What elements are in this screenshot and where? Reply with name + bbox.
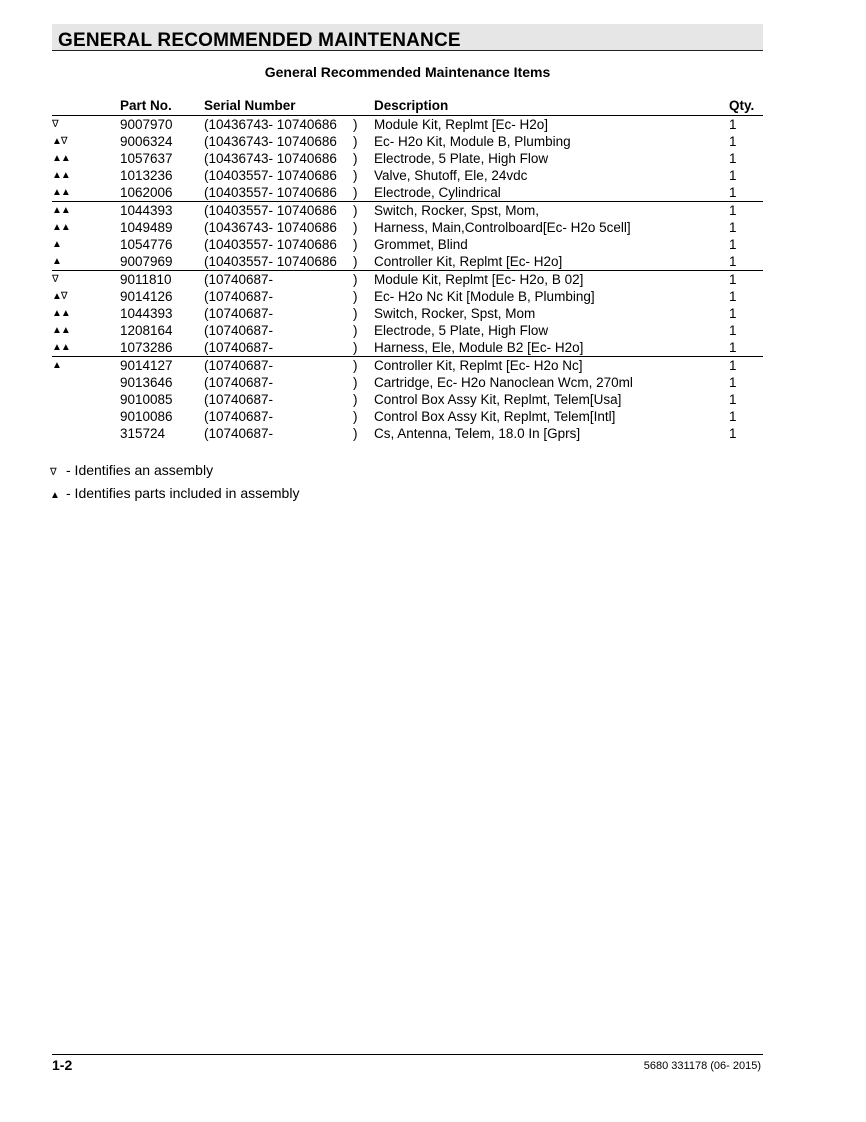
description-cell: Switch, Rocker, Spst, Mom [374, 305, 536, 321]
legend-part [50, 485, 299, 501]
symbol-icon [52, 425, 120, 442]
part-number-cell: 9006324 [120, 133, 173, 149]
part-number-cell: 1044393 [120, 202, 204, 220]
description-cell: Harness, Main,Controlboard[Ec- H2o 5cell] [374, 219, 631, 235]
symbol-icon: ▲∇ [52, 290, 67, 302]
qty-cell: 1 [729, 357, 763, 375]
serial-number-cell: (10403557- 10740686 [204, 253, 337, 269]
table-row [52, 184, 763, 202]
table-row [52, 219, 763, 236]
serial-close-paren: ) [353, 357, 374, 375]
table-row [52, 133, 763, 150]
part-number-cell: 1208164 [120, 322, 173, 338]
serial-close-paren: ) [353, 425, 358, 441]
legend-part-text: - Identifies parts included in assembly [66, 485, 300, 501]
serial-number-cell: (10436743- 10740686 [204, 150, 337, 166]
symbol-icon: ∇ [52, 271, 120, 289]
header-serial-paren [353, 97, 374, 116]
serial-close-paren: ) [353, 150, 358, 166]
symbol-icon [52, 408, 120, 425]
part-symbol-icon: ▲ [50, 490, 60, 501]
symbol-icon: ▲▲ [52, 221, 70, 233]
serial-close-paren: ) [353, 271, 374, 289]
symbol-icon: ▲ [52, 255, 61, 267]
serial-close-paren: ) [353, 374, 358, 390]
table-row [52, 339, 763, 357]
part-number-cell: 9010085 [120, 391, 173, 407]
header-qty: Qty. [729, 97, 763, 116]
table-row [52, 253, 763, 271]
part-number-cell: 1013236 [120, 167, 173, 183]
page-number: 1-2 [52, 1057, 73, 1073]
serial-close-paren: ) [353, 288, 358, 304]
table-row [52, 167, 763, 184]
serial-close-paren: ) [353, 202, 374, 220]
qty-cell: 1 [729, 133, 737, 149]
symbol-icon: ∇ [52, 118, 58, 130]
serial-number-cell: (10740687- [204, 305, 274, 321]
part-number-cell: 9010086 [120, 408, 173, 424]
serial-close-paren: ) [353, 322, 358, 338]
symbol-icon: ▲▲ [52, 202, 120, 220]
table-row [52, 288, 763, 305]
symbol-icon: ▲∇ [52, 135, 67, 147]
description-cell: Cs, Antenna, Telem, 18.0 In [Gprs] [374, 425, 581, 441]
symbol-icon: ▲▲ [52, 324, 70, 336]
table-row [52, 271, 763, 289]
serial-close-paren: ) [353, 236, 358, 252]
serial-number-cell: (10403557- 10740686 [204, 184, 337, 200]
assembly-symbol-icon: ∇ [50, 467, 57, 478]
description-cell: Control Box Assy Kit, Replmt, Telem[Usa] [374, 391, 622, 407]
description-cell: Harness, Ele, Module B2 [Ec- H2o] [374, 339, 584, 355]
table-body [52, 116, 763, 443]
maintenance-parts-table [52, 97, 763, 442]
serial-close-paren: ) [353, 116, 358, 132]
symbol-icon: ▲▲ [52, 341, 70, 353]
header-symbol [52, 97, 120, 116]
serial-number-cell: (10740687- [204, 374, 274, 390]
qty-cell: 1 [729, 271, 763, 289]
table-row [52, 150, 763, 167]
description-cell: Ec- H2o Nc Kit [Module B, Plumbing] [374, 288, 595, 304]
qty-cell: 1 [729, 339, 737, 355]
symbol-icon [52, 391, 120, 408]
serial-number-cell: (10436743- 10740686 [204, 133, 337, 149]
serial-close-paren: ) [353, 184, 358, 200]
legend-assembly-text: - Identifies an assembly [66, 462, 214, 478]
qty-cell: 1 [729, 408, 737, 424]
symbol-icon: ▲▲ [52, 186, 70, 198]
qty-cell: 1 [729, 374, 737, 390]
serial-number-cell: (10740687- [204, 271, 353, 289]
serial-close-paren: ) [353, 391, 358, 407]
document-id: 5680 331178 (06- 2015) [643, 1060, 761, 1072]
table-row [52, 202, 763, 220]
qty-cell: 1 [729, 236, 737, 252]
part-number-cell: 9007969 [120, 253, 173, 269]
description-cell: Controller Kit, Replmt [Ec- H2o Nc] [374, 357, 729, 375]
symbol-icon: ▲ [52, 357, 120, 375]
legend-assembly [50, 462, 213, 478]
serial-close-paren: ) [353, 253, 358, 269]
section-header-bar [52, 24, 763, 51]
header-description: Description [374, 97, 729, 116]
description-cell: Module Kit, Replmt [Ec- H2o] [374, 116, 549, 132]
serial-close-paren: ) [353, 339, 358, 355]
qty-cell: 1 [729, 425, 737, 441]
serial-number-cell: (10740687- [204, 425, 274, 441]
qty-cell: 1 [729, 288, 737, 304]
description-cell: Cartridge, Ec- H2o Nanoclean Wcm, 270ml [374, 374, 633, 390]
part-number-cell: 9011810 [120, 271, 204, 289]
qty-cell: 1 [729, 305, 737, 321]
table-row [52, 305, 763, 322]
qty-cell: 1 [729, 391, 737, 407]
part-number-cell: 9007970 [120, 116, 173, 132]
serial-number-cell: (10740687- [204, 288, 274, 304]
part-number-cell: 9014126 [120, 288, 173, 304]
symbol-icon: ▲▲ [52, 307, 70, 319]
serial-number-cell: (10436743- 10740686 [204, 219, 337, 235]
serial-number-cell: (10436743- 10740686 [204, 116, 337, 132]
table-title: General Recommended Maintenance Items [264, 64, 551, 80]
qty-cell: 1 [729, 116, 737, 132]
serial-close-paren: ) [353, 305, 358, 321]
symbol-icon: ▲▲ [52, 169, 70, 181]
description-cell: Electrode, 5 Plate, High Flow [374, 322, 549, 338]
serial-number-cell: (10740687- [204, 339, 274, 355]
serial-number-cell: (10403557- 10740686 [204, 202, 353, 220]
header-part-no: Part No. [120, 97, 204, 116]
qty-cell: 1 [729, 219, 737, 235]
serial-close-paren: ) [353, 167, 358, 183]
table-row [52, 408, 763, 425]
serial-close-paren: ) [353, 219, 358, 235]
description-cell: Switch, Rocker, Spst, Mom, [374, 202, 729, 220]
qty-cell: 1 [729, 167, 737, 183]
description-cell: Controller Kit, Replmt [Ec- H2o] [374, 253, 563, 269]
footer-divider [52, 1054, 763, 1055]
qty-cell: 1 [729, 322, 737, 338]
serial-close-paren: ) [353, 408, 358, 424]
table-row [52, 391, 763, 408]
part-number-cell: 1049489 [120, 219, 173, 235]
part-number-cell: 1054776 [120, 236, 173, 252]
description-cell: Grommet, Blind [374, 236, 468, 252]
qty-cell: 1 [729, 253, 737, 269]
table-row [52, 425, 763, 442]
description-cell: Module Kit, Replmt [Ec- H2o, B 02] [374, 271, 729, 289]
header-serial-number: Serial Number [204, 97, 353, 116]
description-cell: Electrode, 5 Plate, High Flow [374, 150, 549, 166]
serial-number-cell: (10403557- 10740686 [204, 167, 337, 183]
description-cell: Ec- H2o Kit, Module B, Plumbing [374, 133, 571, 149]
table-row [52, 357, 763, 375]
part-number-cell: 1062006 [120, 184, 173, 200]
table-row [52, 236, 763, 253]
serial-number-cell: (10403557- 10740686 [204, 236, 337, 252]
serial-number-cell: (10740687- [204, 322, 274, 338]
qty-cell: 1 [729, 202, 763, 220]
symbol-icon [52, 374, 120, 391]
part-number-cell: 315724 [120, 425, 166, 441]
symbol-icon: ▲▲ [52, 152, 70, 164]
part-number-cell: 1044393 [120, 305, 173, 321]
serial-number-cell: (10740687- [204, 408, 274, 424]
description-cell: Valve, Shutoff, Ele, 24vdc [374, 167, 528, 183]
serial-close-paren: ) [353, 133, 358, 149]
qty-cell: 1 [729, 184, 737, 200]
serial-number-cell: (10740687- [204, 391, 274, 407]
qty-cell: 1 [729, 150, 737, 166]
part-number-cell: 9014127 [120, 357, 204, 375]
table-row [52, 322, 763, 339]
table-row [52, 374, 763, 391]
description-cell: Control Box Assy Kit, Replmt, Telem[Intl] [374, 408, 616, 424]
table-row [52, 116, 763, 134]
section-title: GENERAL RECOMMENDED MAINTENANCE [58, 30, 461, 51]
serial-number-cell: (10740687- [204, 357, 353, 375]
symbol-icon: ▲ [52, 238, 61, 250]
table-header-row [52, 97, 763, 116]
part-number-cell: 1057637 [120, 150, 173, 166]
description-cell: Electrode, Cylindrical [374, 184, 501, 200]
part-number-cell: 9013646 [120, 374, 173, 390]
part-number-cell: 1073286 [120, 339, 173, 355]
